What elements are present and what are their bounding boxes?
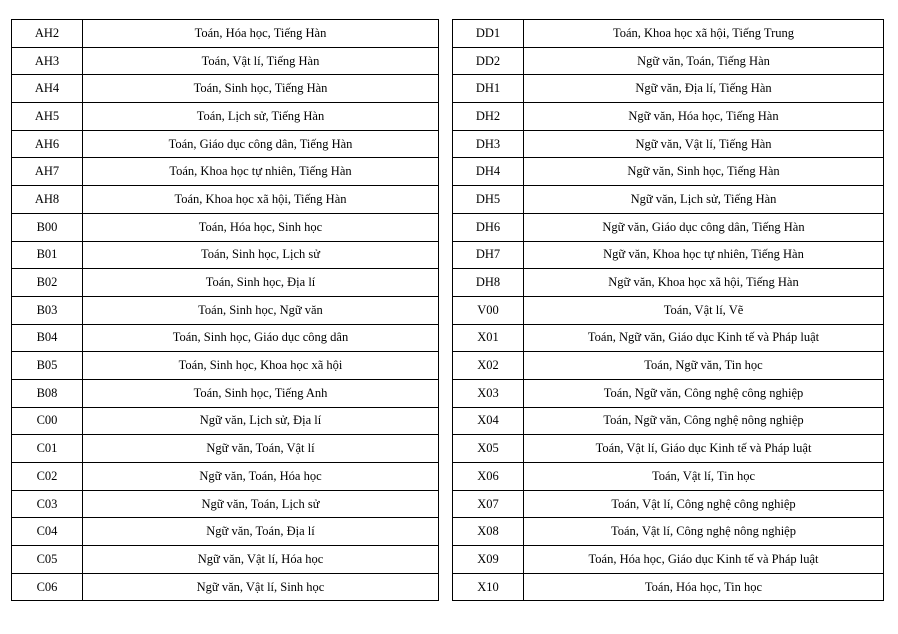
table-row bbox=[453, 324, 884, 352]
table-row bbox=[12, 546, 439, 574]
table-row bbox=[453, 352, 884, 380]
combination-code-cell: C01 bbox=[12, 435, 83, 463]
combination-code-cell: DH5 bbox=[453, 186, 524, 214]
combination-code-cell: B00 bbox=[12, 213, 83, 241]
subjects-cell: Ngữ văn, Lịch sử, Địa lí bbox=[83, 407, 439, 435]
table-row bbox=[12, 573, 439, 601]
combination-code-cell: AH2 bbox=[12, 20, 83, 48]
subjects-cell: Ngữ văn, Khoa học tự nhiên, Tiếng Hàn bbox=[524, 241, 884, 269]
table-row bbox=[453, 47, 884, 75]
subject-combination-table-right bbox=[452, 19, 884, 601]
combination-code-cell: B08 bbox=[12, 379, 83, 407]
table-row bbox=[453, 241, 884, 269]
combination-code-cell: B04 bbox=[12, 324, 83, 352]
combination-code-cell: AH8 bbox=[12, 186, 83, 214]
combination-code-cell: X04 bbox=[453, 407, 524, 435]
table-row bbox=[12, 186, 439, 214]
subjects-cell: Toán, Sinh học, Tiếng Hàn bbox=[83, 75, 439, 103]
table-body-right bbox=[453, 20, 884, 601]
combination-code-cell: DD1 bbox=[453, 20, 524, 48]
table-row bbox=[453, 130, 884, 158]
table-row bbox=[12, 241, 439, 269]
combination-code-cell: C05 bbox=[12, 546, 83, 574]
combination-code-cell: AH4 bbox=[12, 75, 83, 103]
subjects-cell: Toán, Hóa học, Giáo dục Kinh tế và Pháp luật bbox=[524, 546, 884, 574]
table-row bbox=[453, 407, 884, 435]
subjects-cell: Toán, Vật lí, Tiếng Hàn bbox=[83, 47, 439, 75]
table-row bbox=[12, 103, 439, 131]
table-body-left bbox=[12, 20, 439, 601]
table-row bbox=[453, 518, 884, 546]
subjects-cell: Ngữ văn, Lịch sử, Tiếng Hàn bbox=[524, 186, 884, 214]
combination-code-cell: DH7 bbox=[453, 241, 524, 269]
table-row bbox=[12, 490, 439, 518]
subjects-cell: Toán, Lịch sử, Tiếng Hàn bbox=[83, 103, 439, 131]
subjects-cell: Ngữ văn, Hóa học, Tiếng Hàn bbox=[524, 103, 884, 131]
subjects-cell: Toán, Sinh học, Ngữ văn bbox=[83, 296, 439, 324]
subjects-cell: Ngữ văn, Khoa học xã hội, Tiếng Hàn bbox=[524, 269, 884, 297]
combination-code-cell: B03 bbox=[12, 296, 83, 324]
combination-code-cell: X03 bbox=[453, 379, 524, 407]
combination-code-cell: V00 bbox=[453, 296, 524, 324]
combination-code-cell: B01 bbox=[12, 241, 83, 269]
combination-code-cell: DH3 bbox=[453, 130, 524, 158]
combination-code-cell: B05 bbox=[12, 352, 83, 380]
subjects-cell: Ngữ văn, Toán, Tiếng Hàn bbox=[524, 47, 884, 75]
combination-code-cell: DH6 bbox=[453, 213, 524, 241]
table-row bbox=[453, 379, 884, 407]
subjects-cell: Toán, Vật lí, Tin học bbox=[524, 463, 884, 491]
subjects-cell: Toán, Sinh học, Khoa học xã hội bbox=[83, 352, 439, 380]
subjects-cell: Ngữ văn, Vật lí, Hóa học bbox=[83, 546, 439, 574]
combination-code-cell: X08 bbox=[453, 518, 524, 546]
combination-code-cell: B02 bbox=[12, 269, 83, 297]
subjects-cell: Toán, Ngữ văn, Công nghệ nông nghiệp bbox=[524, 407, 884, 435]
table-row bbox=[453, 490, 884, 518]
subjects-cell: Toán, Hóa học, Tin học bbox=[524, 573, 884, 601]
subjects-cell: Toán, Khoa học xã hội, Tiếng Trung bbox=[524, 20, 884, 48]
subjects-cell: Toán, Khoa học xã hội, Tiếng Hàn bbox=[83, 186, 439, 214]
subjects-cell: Ngữ văn, Toán, Vật lí bbox=[83, 435, 439, 463]
subjects-cell: Toán, Ngữ văn, Công nghệ công nghiệp bbox=[524, 379, 884, 407]
combination-code-cell: X07 bbox=[453, 490, 524, 518]
table-row bbox=[453, 213, 884, 241]
table-row bbox=[453, 269, 884, 297]
subjects-cell: Toán, Vật lí, Công nghệ nông nghiệp bbox=[524, 518, 884, 546]
subjects-cell: Ngữ văn, Giáo dục công dân, Tiếng Hàn bbox=[524, 213, 884, 241]
table-row bbox=[12, 324, 439, 352]
subjects-cell: Toán, Sinh học, Tiếng Anh bbox=[83, 379, 439, 407]
table-row bbox=[453, 20, 884, 48]
subjects-cell: Ngữ văn, Toán, Hóa học bbox=[83, 463, 439, 491]
subjects-cell: Toán, Hóa học, Sinh học bbox=[83, 213, 439, 241]
combination-code-cell: X02 bbox=[453, 352, 524, 380]
table-row bbox=[12, 379, 439, 407]
table-row bbox=[12, 47, 439, 75]
table-row bbox=[12, 463, 439, 491]
table-row bbox=[12, 269, 439, 297]
combination-code-cell: X01 bbox=[453, 324, 524, 352]
table-row bbox=[12, 407, 439, 435]
subjects-cell: Ngữ văn, Toán, Địa lí bbox=[83, 518, 439, 546]
table-row bbox=[453, 435, 884, 463]
table-row bbox=[453, 546, 884, 574]
table-row bbox=[12, 130, 439, 158]
subjects-cell: Toán, Vật lí, Công nghệ công nghiệp bbox=[524, 490, 884, 518]
subjects-cell: Toán, Khoa học tự nhiên, Tiếng Hàn bbox=[83, 158, 439, 186]
table-row bbox=[12, 75, 439, 103]
combination-code-cell: DH4 bbox=[453, 158, 524, 186]
table-row bbox=[453, 103, 884, 131]
combination-code-cell: DH8 bbox=[453, 269, 524, 297]
subjects-cell: Ngữ văn, Vật lí, Tiếng Hàn bbox=[524, 130, 884, 158]
subjects-cell: Toán, Sinh học, Giáo dục công dân bbox=[83, 324, 439, 352]
subjects-cell: Toán, Ngữ văn, Tin học bbox=[524, 352, 884, 380]
table-row bbox=[12, 518, 439, 546]
subjects-cell: Toán, Vật lí, Giáo dục Kinh tế và Pháp luật bbox=[524, 435, 884, 463]
combination-code-cell: C06 bbox=[12, 573, 83, 601]
combination-code-cell: AH6 bbox=[12, 130, 83, 158]
subjects-cell: Toán, Ngữ văn, Giáo dục Kinh tế và Pháp luật bbox=[524, 324, 884, 352]
combination-code-cell: DH1 bbox=[453, 75, 524, 103]
table-row bbox=[453, 158, 884, 186]
combination-code-cell: DH2 bbox=[453, 103, 524, 131]
subjects-cell: Ngữ văn, Sinh học, Tiếng Hàn bbox=[524, 158, 884, 186]
subjects-cell: Toán, Hóa học, Tiếng Hàn bbox=[83, 20, 439, 48]
subjects-cell: Ngữ văn, Vật lí, Sinh học bbox=[83, 573, 439, 601]
table-row bbox=[12, 435, 439, 463]
table-row bbox=[12, 296, 439, 324]
subjects-cell: Toán, Sinh học, Địa lí bbox=[83, 269, 439, 297]
combination-code-cell: C02 bbox=[12, 463, 83, 491]
table-row bbox=[453, 75, 884, 103]
combination-code-cell: X05 bbox=[453, 435, 524, 463]
table-row bbox=[453, 186, 884, 214]
table-row bbox=[12, 352, 439, 380]
table-row bbox=[12, 158, 439, 186]
table-row bbox=[12, 20, 439, 48]
subjects-cell: Toán, Vật lí, Vẽ bbox=[524, 296, 884, 324]
combination-code-cell: DD2 bbox=[453, 47, 524, 75]
table-row bbox=[453, 296, 884, 324]
subjects-cell: Ngữ văn, Toán, Lịch sử bbox=[83, 490, 439, 518]
combination-code-cell: AH7 bbox=[12, 158, 83, 186]
combination-code-cell: X06 bbox=[453, 463, 524, 491]
combination-code-cell: AH5 bbox=[12, 103, 83, 131]
subjects-cell: Ngữ văn, Địa lí, Tiếng Hàn bbox=[524, 75, 884, 103]
combination-code-cell: X10 bbox=[453, 573, 524, 601]
combination-code-cell: C00 bbox=[12, 407, 83, 435]
table-row bbox=[453, 463, 884, 491]
subjects-cell: Toán, Sinh học, Lịch sử bbox=[83, 241, 439, 269]
table-row bbox=[12, 213, 439, 241]
combination-code-cell: C03 bbox=[12, 490, 83, 518]
subjects-cell: Toán, Giáo dục công dân, Tiếng Hàn bbox=[83, 130, 439, 158]
combination-code-cell: C04 bbox=[12, 518, 83, 546]
subject-combination-table-left bbox=[11, 19, 439, 601]
combination-code-cell: X09 bbox=[453, 546, 524, 574]
table-row bbox=[453, 573, 884, 601]
combination-code-cell: AH3 bbox=[12, 47, 83, 75]
